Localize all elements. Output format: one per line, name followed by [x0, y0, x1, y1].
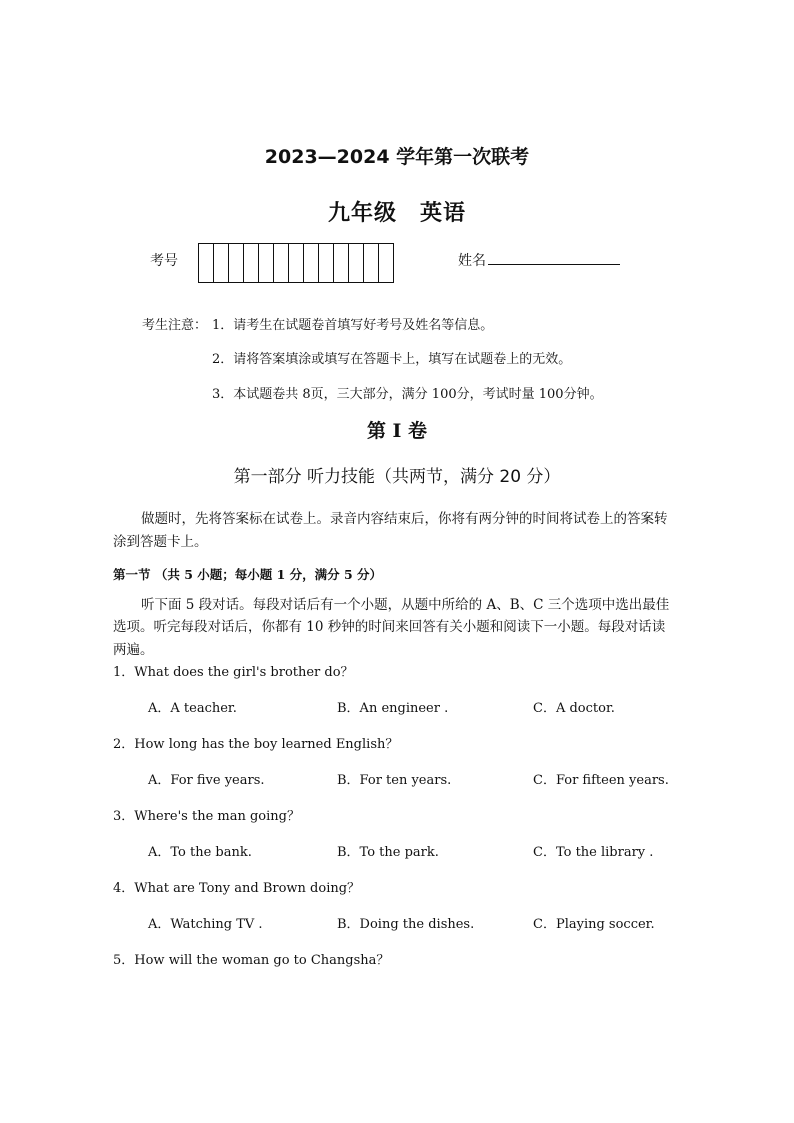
section-instr-line1: 听下面 5 段对话。每段对话后有一个小题，从题中所给的 A、B、C 三个选项中选出最佳 — [141, 597, 670, 613]
option-c: C．For fifteen years. — [533, 773, 669, 788]
digit-box — [244, 244, 259, 282]
question-stem: 1．What does the girl's brother do？ — [113, 665, 354, 680]
exam-number-boxes — [198, 243, 394, 283]
section-heading: 第一节 （共 5 小题；每小题 1 分，满分 5 分） — [113, 567, 383, 582]
option-a: A．To the bank. — [148, 845, 252, 860]
section-instr-line2: 选项。听完每段对话后，你都有 10 秒钟的时间来回答有关小题和阅读下一小题。每段对话读 — [113, 619, 666, 635]
part-heading: 第一部分 听力技能（共两节，满分 20 分） — [233, 467, 561, 487]
option-b: B．Doing the dishes. — [337, 917, 475, 932]
question-stem: 3．Where's the man going？ — [113, 809, 300, 824]
digit-box — [289, 244, 304, 282]
question-stem: 2．How long has the boy learned English？ — [113, 737, 399, 752]
digit-box — [319, 244, 334, 282]
section-instr-line3: 两遍。 — [113, 642, 154, 658]
digit-box — [274, 244, 289, 282]
notice-item-2: 2．请将答案填涂或填写在答题卡上，填写在试题卷上的无效。 — [212, 352, 572, 367]
digit-box — [379, 244, 393, 282]
volume-heading: 第 I 卷 — [366, 420, 428, 442]
question-stem: 5．How will the woman go to Changsha？ — [113, 953, 390, 968]
digit-box — [334, 244, 349, 282]
option-c: C．Playing soccer. — [533, 917, 655, 932]
option-a: A．A teacher. — [148, 701, 237, 716]
digit-box — [259, 244, 274, 282]
notice-lead: 考生注意： — [142, 318, 208, 333]
option-b: B．An engineer . — [337, 701, 449, 716]
digit-box — [199, 244, 214, 282]
name-label: 姓名 — [458, 253, 486, 269]
option-b: B．For ten years. — [337, 773, 452, 788]
notice-item-1: 1．请考生在试题卷首填写好考号及姓名等信息。 — [212, 318, 494, 333]
option-c: C．To the library . — [533, 845, 654, 860]
option-c: C．A doctor. — [533, 701, 615, 716]
digit-box — [349, 244, 364, 282]
digit-box — [364, 244, 379, 282]
digit-box — [304, 244, 319, 282]
option-a: A．For five years. — [148, 773, 265, 788]
exam-subtitle: 九年级 英语 — [327, 201, 466, 226]
part-intro-line2: 涂到答题卡上。 — [113, 534, 208, 550]
digit-box — [229, 244, 244, 282]
exam-number-label: 考号 — [150, 253, 178, 269]
name-underline — [488, 263, 620, 265]
question-stem: 4．What are Tony and Brown doing？ — [113, 881, 361, 896]
exam-title: 2023—2024 学年第一次联考 — [264, 146, 530, 168]
option-b: B．To the park. — [337, 845, 439, 860]
part-intro-line1: 做题时，先将答案标在试卷上。录音内容结束后，你将有两分钟的时间将试卷上的答案转 — [141, 511, 668, 527]
notice-item-3: 3．本试题卷共 8页，三大部分，满分 100分，考试时量 100分钟。 — [212, 387, 603, 402]
digit-box — [214, 244, 229, 282]
option-a: A．Watching TV . — [148, 917, 263, 932]
